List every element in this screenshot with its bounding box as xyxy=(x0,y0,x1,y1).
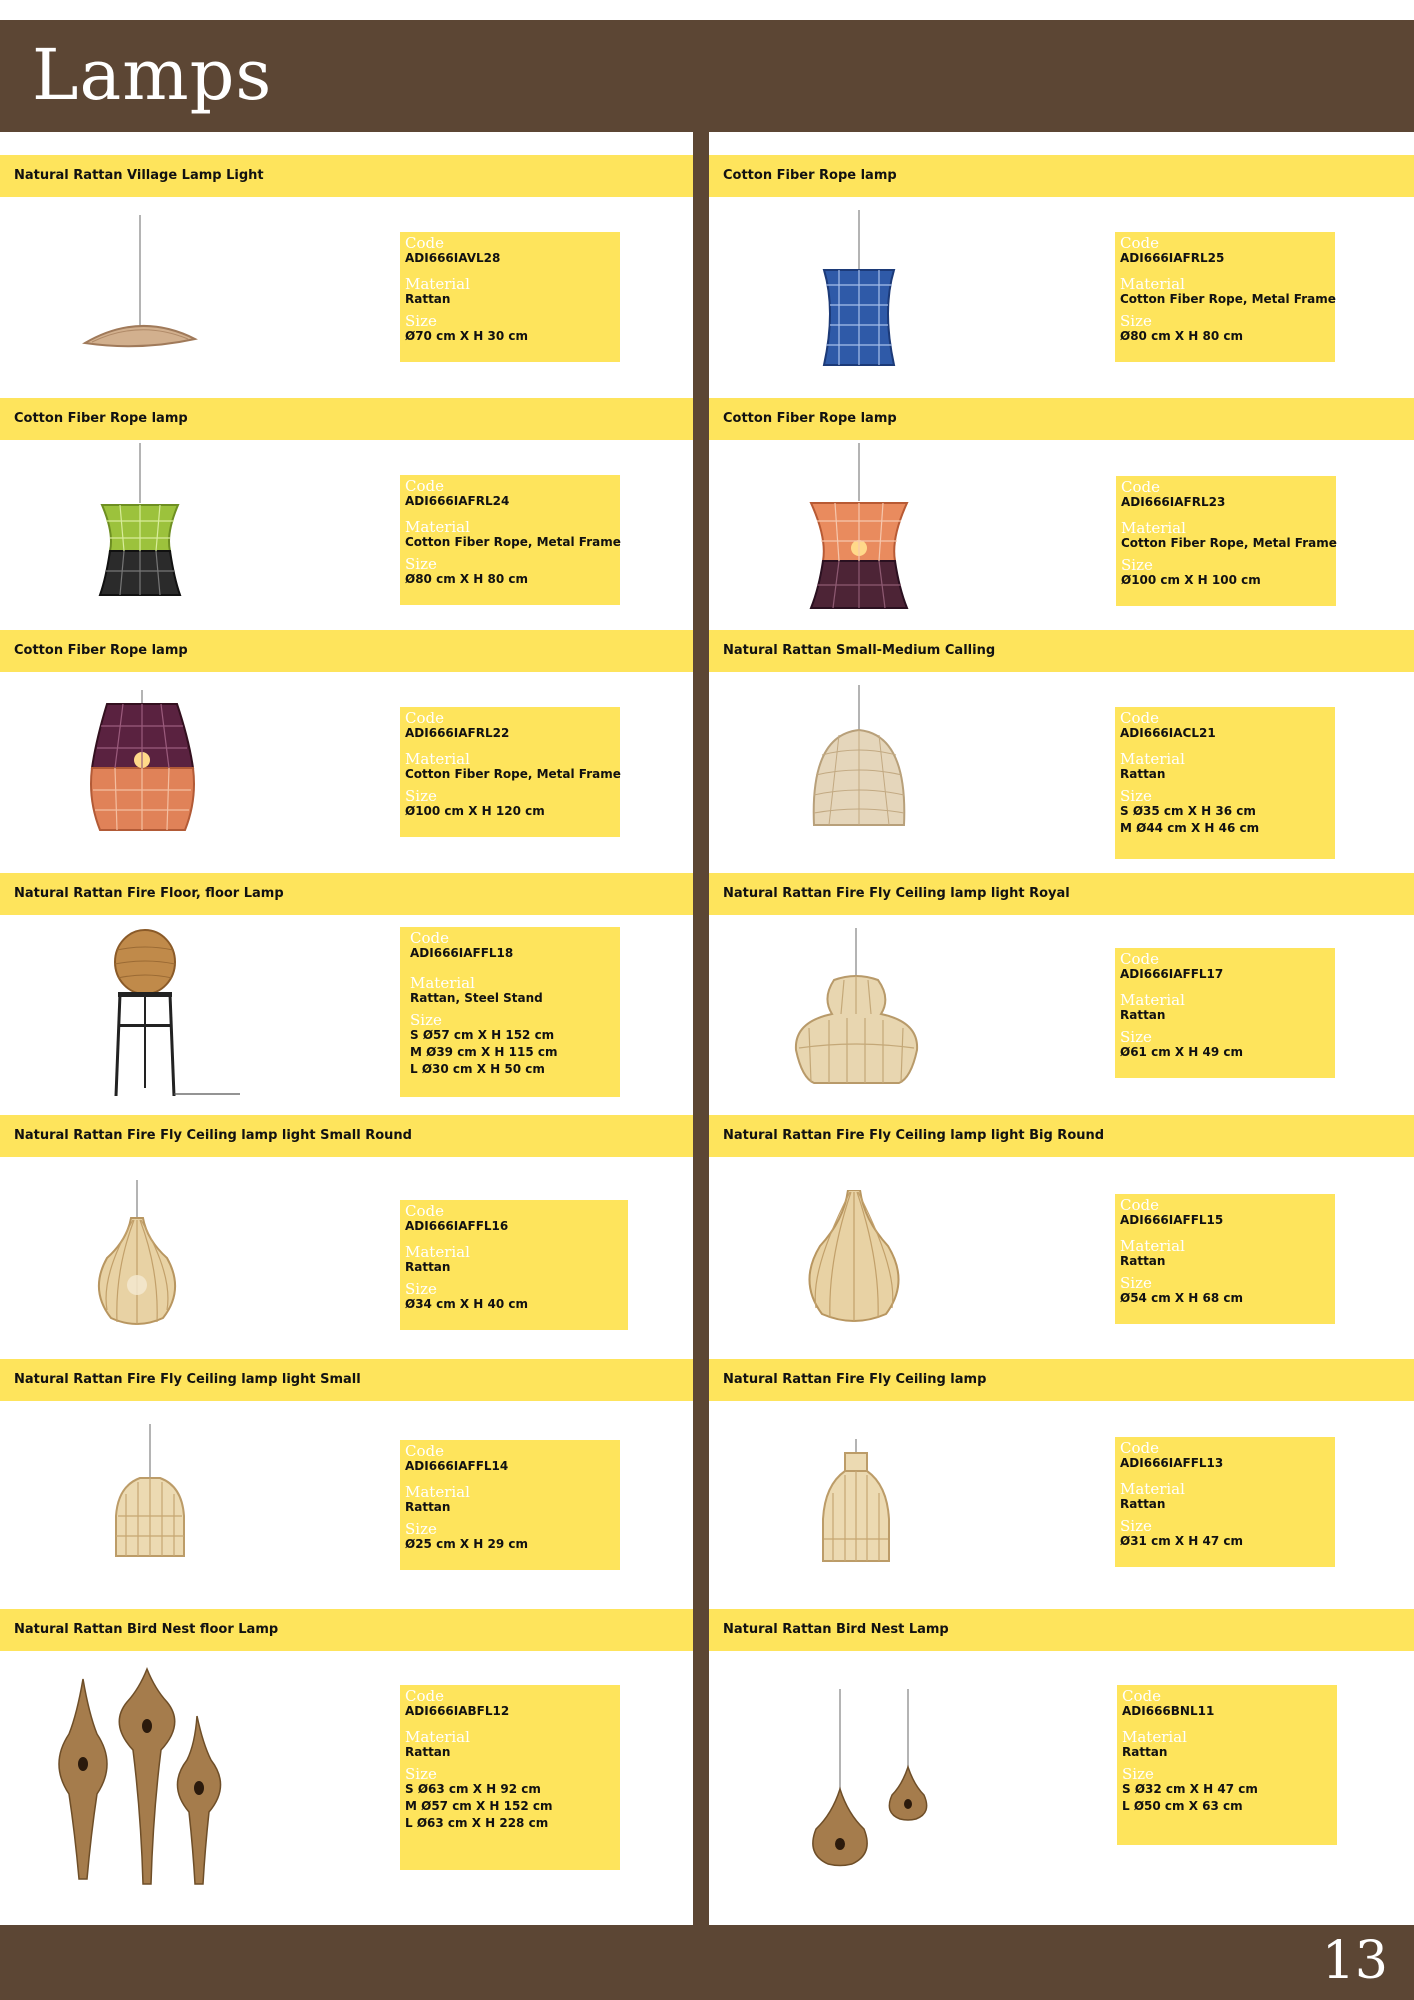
size-label: Size xyxy=(1120,1028,1152,1046)
spec-box xyxy=(1115,1194,1335,1324)
product-code: ADI666IAFFL18 xyxy=(410,946,514,960)
material-label: Material xyxy=(405,275,470,293)
product-title-bar xyxy=(709,1609,1414,1651)
product-title-bar xyxy=(709,873,1414,915)
page-footer xyxy=(0,1925,1414,2000)
product-title: Natural Rattan Fire Fly Ceiling lamp light Small xyxy=(14,1372,361,1387)
product-size: Ø31 cm X H 47 cm xyxy=(1120,1534,1244,1548)
product-title-bar xyxy=(0,873,693,915)
bottle-pendant-icon xyxy=(819,1439,894,1564)
product-title-bar xyxy=(0,1359,693,1401)
spec-box xyxy=(400,1685,620,1870)
product-title-bar xyxy=(709,630,1414,672)
code-label: Code xyxy=(1120,1439,1159,1457)
small-cage-pendant-icon xyxy=(110,1424,190,1559)
material-label: Material xyxy=(1120,1237,1185,1255)
product-size: Ø54 cm X H 68 cm xyxy=(1120,1291,1244,1305)
spec-box xyxy=(400,1200,628,1330)
size-label: Size xyxy=(405,1280,437,1298)
product-material: Rattan xyxy=(1120,1497,1166,1511)
product-material: Cotton Fiber Rope, Metal Frame xyxy=(1120,292,1336,306)
product-code: ADI666IAFRL25 xyxy=(1120,251,1225,265)
spec-box xyxy=(1116,476,1336,606)
product-material: Rattan xyxy=(405,292,451,306)
product-code: ADI666IABFL12 xyxy=(405,1704,510,1718)
product-code: ADI666BNL11 xyxy=(1122,1704,1215,1718)
product-size: L Ø63 cm X H 228 cm xyxy=(405,1816,549,1830)
product-title: Natural Rattan Bird Nest floor Lamp xyxy=(14,1622,279,1637)
spec-box xyxy=(400,1440,620,1570)
product-material: Cotton Fiber Rope, Metal Frame xyxy=(405,767,621,781)
product-material: Rattan xyxy=(1120,1254,1166,1268)
code-label: Code xyxy=(1120,709,1159,727)
product-title-bar xyxy=(709,398,1414,440)
product-material: Rattan xyxy=(1120,767,1166,781)
size-label: Size xyxy=(1120,1517,1152,1535)
product-size: S Ø63 cm X H 92 cm xyxy=(405,1782,541,1796)
product-size: Ø34 cm X H 40 cm xyxy=(405,1297,529,1311)
product-code: ADI666IAFFL14 xyxy=(405,1459,509,1473)
code-label: Code xyxy=(405,709,444,727)
spec-box xyxy=(1117,1685,1337,1845)
product-title: Cotton Fiber Rope lamp xyxy=(14,411,188,426)
product-title-bar xyxy=(0,398,693,440)
product-code: ADI666IAFFL13 xyxy=(1120,1456,1224,1470)
material-label: Material xyxy=(405,1483,470,1501)
product-material: Rattan xyxy=(1122,1745,1168,1759)
spec-box xyxy=(1115,1437,1335,1567)
product-material: Rattan xyxy=(405,1745,451,1759)
product-size: M Ø39 cm X H 115 cm xyxy=(410,1045,558,1059)
code-label: Code xyxy=(405,477,444,495)
product-title-bar xyxy=(709,155,1414,197)
size-label: Size xyxy=(410,1011,442,1029)
product-size: M Ø57 cm X H 152 cm xyxy=(405,1799,553,1813)
product-title: Cotton Fiber Rope lamp xyxy=(14,643,188,658)
orange-rope-lamp-icon xyxy=(799,443,919,613)
product-code: ADI666IAFFL15 xyxy=(1120,1213,1224,1227)
product-size: Ø61 cm X H 49 cm xyxy=(1120,1045,1244,1059)
product-title-bar xyxy=(709,1359,1414,1401)
material-label: Material xyxy=(1122,1728,1187,1746)
product-size: Ø100 cm X H 100 cm xyxy=(1121,573,1261,587)
product-size: L Ø50 cm X 63 cm xyxy=(1122,1799,1243,1813)
spec-box xyxy=(1115,707,1335,859)
product-size: Ø100 cm X H 120 cm xyxy=(405,804,545,818)
product-title: Natural Rattan Fire Fly Ceiling lamp light Royal xyxy=(723,886,1070,901)
code-label: Code xyxy=(1120,234,1159,252)
product-code: ADI666IAFFL17 xyxy=(1120,967,1224,981)
big-round-pendant-icon xyxy=(804,1190,904,1325)
page-number: 13 xyxy=(1321,1931,1388,1991)
product-code: ADI666IAVL28 xyxy=(405,251,501,265)
product-size: Ø80 cm X H 80 cm xyxy=(405,572,529,586)
product-title-bar xyxy=(0,155,693,197)
size-label: Size xyxy=(1120,312,1152,330)
product-size: M Ø44 cm X H 46 cm xyxy=(1120,821,1260,835)
product-code: ADI666IAFRL22 xyxy=(405,726,510,740)
product-code: ADI666IACL21 xyxy=(1120,726,1216,740)
product-title: Natural Rattan Small-Medium Calling xyxy=(723,643,996,658)
code-label: Code xyxy=(405,1202,444,1220)
bird-nest-floor-lamps-icon xyxy=(55,1664,235,1889)
code-label: Code xyxy=(1120,1196,1159,1214)
size-label: Size xyxy=(405,1765,437,1783)
size-label: Size xyxy=(405,787,437,805)
code-label: Code xyxy=(1120,950,1159,968)
product-title: Natural Rattan Bird Nest Lamp xyxy=(723,1622,949,1637)
size-label: Size xyxy=(405,555,437,573)
page-header xyxy=(0,20,1414,132)
material-label: Material xyxy=(405,518,470,536)
code-label: Code xyxy=(405,1442,444,1460)
size-label: Size xyxy=(1120,787,1152,805)
size-label: Size xyxy=(405,312,437,330)
green-rope-lamp-icon xyxy=(90,443,190,603)
product-material: Cotton Fiber Rope, Metal Frame xyxy=(1121,536,1337,550)
size-label: Size xyxy=(1121,556,1153,574)
material-label: Material xyxy=(1120,991,1185,1009)
product-title: Natural Rattan Fire Floor, floor Lamp xyxy=(14,886,284,901)
flat-hat-pendant-icon xyxy=(70,215,210,355)
material-label: Material xyxy=(405,1728,470,1746)
product-title: Cotton Fiber Rope lamp xyxy=(723,168,897,183)
code-label: Code xyxy=(1122,1687,1161,1705)
bird-nest-pendants-icon xyxy=(804,1689,934,1869)
product-code: ADI666IAFRL23 xyxy=(1121,495,1226,509)
material-label: Material xyxy=(405,1243,470,1261)
product-size: Ø70 cm X H 30 cm xyxy=(405,329,529,343)
product-size: Ø25 cm X H 29 cm xyxy=(405,1537,529,1551)
column-divider xyxy=(693,130,709,1926)
spec-box xyxy=(1115,232,1335,362)
material-label: Material xyxy=(405,750,470,768)
product-title: Natural Rattan Fire Fly Ceiling lamp light Small Round xyxy=(14,1128,412,1143)
floor-lamp-icon xyxy=(110,928,245,1098)
blue-rope-lamp-icon xyxy=(804,210,914,370)
small-round-pendant-icon xyxy=(95,1180,180,1330)
product-size: S Ø35 cm X H 36 cm xyxy=(1120,804,1256,818)
product-material: Rattan xyxy=(405,1500,451,1514)
product-material: Rattan xyxy=(1120,1008,1166,1022)
product-size: S Ø32 cm X H 47 cm xyxy=(1122,1782,1258,1796)
spec-box xyxy=(400,232,620,362)
spec-box xyxy=(400,927,620,1097)
size-label: Size xyxy=(405,1520,437,1538)
spec-box xyxy=(1115,948,1335,1078)
code-label: Code xyxy=(405,234,444,252)
product-material: Cotton Fiber Rope, Metal Frame xyxy=(405,535,621,549)
size-label: Size xyxy=(1120,1274,1152,1292)
product-title: Natural Rattan Fire Fly Ceiling lamp light Big Round xyxy=(723,1128,1105,1143)
spec-box xyxy=(400,707,620,837)
product-title-bar xyxy=(0,1609,693,1651)
product-title-bar xyxy=(709,1115,1414,1157)
page-title: Lamps xyxy=(32,34,273,116)
spec-box xyxy=(400,475,620,605)
dome-pendant-icon xyxy=(804,685,914,830)
product-size: Ø80 cm X H 80 cm xyxy=(1120,329,1244,343)
material-label: Material xyxy=(1120,1480,1185,1498)
purple-rope-lamp-icon xyxy=(85,690,200,835)
size-label: Size xyxy=(1122,1765,1154,1783)
code-label: Code xyxy=(1121,478,1160,496)
product-code: ADI666IAFFL16 xyxy=(405,1219,509,1233)
product-title: Natural Rattan Village Lamp Light xyxy=(14,168,264,183)
product-code: ADI666IAFRL24 xyxy=(405,494,510,508)
code-label: Code xyxy=(410,929,449,947)
product-size: L Ø30 cm X H 50 cm xyxy=(410,1062,545,1076)
product-size: S Ø57 cm X H 152 cm xyxy=(410,1028,555,1042)
product-material: Rattan, Steel Stand xyxy=(410,991,543,1005)
product-title-bar xyxy=(0,630,693,672)
material-label: Material xyxy=(410,974,475,992)
product-title: Natural Rattan Fire Fly Ceiling lamp xyxy=(723,1372,987,1387)
material-label: Material xyxy=(1121,519,1186,537)
product-material: Rattan xyxy=(405,1260,451,1274)
material-label: Material xyxy=(1120,750,1185,768)
product-title: Cotton Fiber Rope lamp xyxy=(723,411,897,426)
code-label: Code xyxy=(405,1687,444,1705)
material-label: Material xyxy=(1120,275,1185,293)
royal-pendant-icon xyxy=(789,928,924,1088)
product-title-bar xyxy=(0,1115,693,1157)
